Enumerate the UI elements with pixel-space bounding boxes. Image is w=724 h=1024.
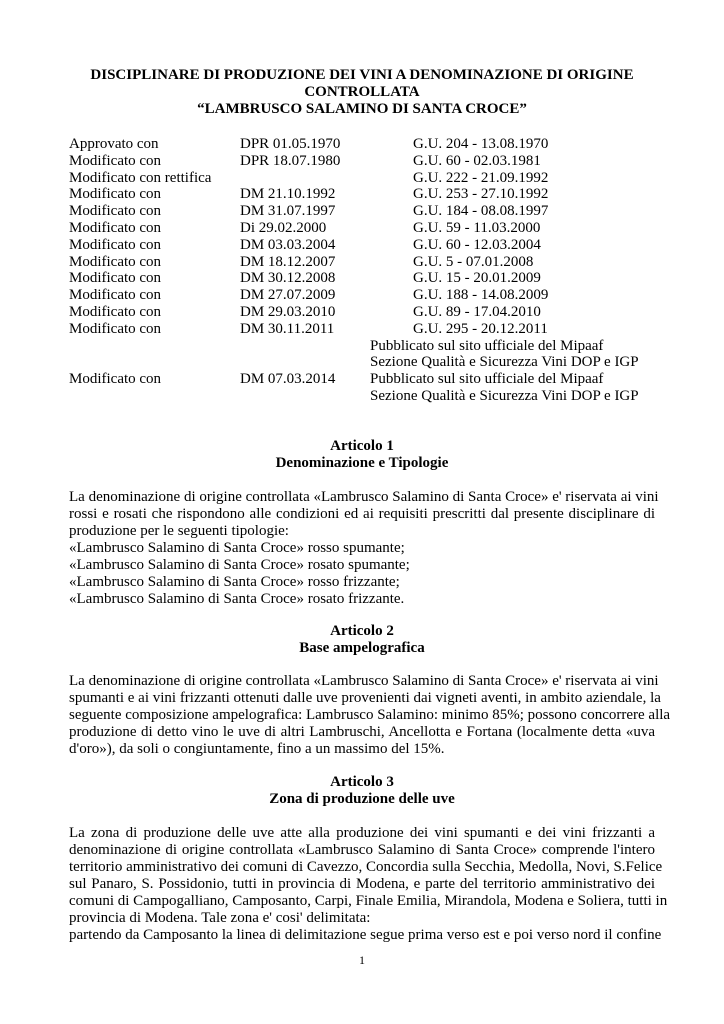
approval-row — [69, 153, 669, 170]
paragraph-line: denominazione di origine controllata «Lambrusco Salamino di Santa Croce» comprende l'intero — [69, 842, 655, 858]
article-3-heading — [69, 774, 655, 808]
approval-gazette: G.U. 60 - 12.03.2004 — [413, 236, 541, 253]
paragraph-line: produzione per le seguenti tipologie: — [69, 523, 289, 539]
paragraph-line: La denominazione di origine controllata «Lambrusco Salamino di Santa Croce» e' riservata ai vini — [69, 489, 659, 505]
approval-gazette: G.U. 184 - 08.08.1997 — [413, 203, 549, 220]
approval-decree: DM 29.03.2010 — [240, 303, 336, 320]
approval-decree: Di 29.02.2000 — [240, 219, 327, 236]
approval-gazette: G.U. 60 - 02.03.1981 — [413, 152, 541, 169]
article-2-body — [69, 673, 671, 758]
approval-row — [69, 304, 669, 321]
approval-action: Modificato con — [69, 236, 162, 253]
approval-gazette: G.U. 5 - 07.01.2008 — [413, 253, 534, 270]
approval-action: Modificato con — [69, 287, 162, 304]
approval-gazette: G.U. 89 - 17.04.2010 — [413, 303, 541, 320]
approval-decree: DPR 18.07.1980 — [240, 152, 341, 169]
approval-decree: DM 30.11.2011 — [240, 320, 335, 337]
approval-gazette: G.U. 15 - 20.01.2009 — [413, 270, 541, 287]
approval-row — [69, 186, 669, 203]
article-3-title: Zona di produzione delle uve — [269, 791, 455, 807]
publication-note — [69, 338, 669, 355]
approval-row — [69, 203, 669, 220]
approval-row — [69, 371, 669, 388]
publication-line-2: Sezione Qualità e Sicurezza Vini DOP e IGP — [370, 354, 639, 371]
approval-decree: DM 30.12.2008 — [240, 270, 336, 287]
type-item: «Lambrusco Salamino di Santa Croce» rosato frizzante. — [69, 591, 405, 607]
approval-decree: DM 27.07.2009 — [240, 287, 336, 304]
article-2-number: Articolo 2 — [330, 623, 394, 639]
approval-row — [69, 270, 669, 287]
paragraph-line: rossi e rosati che rispondono alle condizioni ed ai requisiti prescritti dal presente disciplinare di — [69, 506, 655, 522]
approval-row — [69, 237, 669, 254]
publication-note — [69, 354, 669, 371]
approval-gazette: G.U. 253 - 27.10.1992 — [413, 186, 549, 203]
paragraph-line: sul Panaro, S. Possidonio, tutti in provincia di Modena, e parte del territorio amministrativo dei — [69, 876, 655, 892]
approval-row — [69, 254, 669, 271]
article-1-heading — [69, 438, 655, 472]
paragraph-line: d'oro»), da soli o congiuntamente, fino a un massimo del 15%. — [69, 741, 445, 757]
article-2-title: Base ampelografica — [299, 640, 425, 656]
type-item: «Lambrusco Salamino di Santa Croce» rosato spumante; — [69, 557, 410, 573]
approval-decree: DM 18.12.2007 — [240, 253, 336, 270]
approval-action: Modificato con — [69, 270, 162, 287]
paragraph-line: La zona di produzione delle uve atte alla produzione dei vini spumanti e dei vini frizzanti a — [69, 825, 655, 841]
approval-gazette: G.U. 188 - 14.08.2009 — [413, 287, 549, 304]
approval-row — [69, 220, 669, 237]
approval-row — [69, 136, 669, 153]
publication-note — [69, 388, 669, 405]
approval-decree: DM 31.07.1997 — [240, 203, 336, 220]
approval-action: Modificato con — [69, 152, 162, 169]
publication-line-1: Pubblicato sul sito ufficiale del Mipaaf — [370, 337, 604, 354]
paragraph-line: territorio amministrativo dei comuni di Cavezzo, Concordia sulla Secchia, Medolla, Novi, S.Felice — [69, 859, 663, 875]
approval-action: Modificato con — [69, 320, 162, 337]
approval-row — [69, 321, 669, 338]
approval-action: Modificato con — [69, 253, 162, 270]
paragraph-line: partendo da Camposanto la linea di delimitazione segue prima verso est e poi verso nord il confine — [69, 927, 662, 943]
approval-decree: DM 21.10.1992 — [240, 186, 336, 203]
title-line-2: CONTROLLATA — [304, 84, 420, 100]
approval-gazette: G.U. 204 - 13.08.1970 — [413, 136, 549, 152]
type-item: «Lambrusco Salamino di Santa Croce» rosso frizzante; — [69, 574, 400, 590]
approval-action: Modificato con rettifica — [69, 169, 212, 186]
approval-history — [69, 136, 669, 405]
approval-action: Modificato con — [69, 371, 162, 388]
page-number: 1 — [359, 953, 365, 967]
paragraph-line: seguente composizione ampelografica: Lambrusco Salamino: minimo 85%; possono concorrere alla — [69, 707, 671, 723]
title-line-1: DISCIPLINARE DI PRODUZIONE DEI VINI A DENOMINAZIONE DI ORIGINE — [90, 67, 634, 83]
article-3-number: Articolo 3 — [330, 774, 394, 790]
approval-decree: DM 07.03.2014 — [240, 371, 336, 388]
paragraph-line: provincia di Modena. Tale zona e' cosi' delimitata: — [69, 910, 371, 926]
article-3-body — [69, 825, 668, 944]
approval-decree: DM 03.03.2004 — [240, 236, 336, 253]
approval-gazette: G.U. 59 - 11.03.2000 — [413, 219, 541, 236]
approval-action: Approvato con — [69, 136, 159, 152]
approval-row — [69, 170, 669, 187]
approval-row — [69, 287, 669, 304]
publication-line-2: Sezione Qualità e Sicurezza Vini DOP e IGP — [370, 387, 639, 404]
document-title — [69, 67, 655, 118]
approval-action: Modificato con — [69, 303, 162, 320]
approval-gazette: G.U. 222 - 21.09.1992 — [413, 169, 549, 186]
article-2-heading — [69, 623, 655, 657]
paragraph-line: spumanti e ai vini frizzanti ottenuti dalle uve provenienti dai vigneti aventi, in ambito aziendale, la — [69, 690, 661, 706]
approval-action: Modificato con — [69, 203, 162, 220]
publication-line-1: Pubblicato sul sito ufficiale del Mipaaf — [370, 371, 604, 388]
approval-action: Modificato con — [69, 186, 162, 203]
article-1-number: Articolo 1 — [330, 438, 394, 454]
title-line-3: “LAMBRUSCO SALAMINO DI SANTA CROCE” — [197, 101, 527, 117]
paragraph-line: La denominazione di origine controllata «Lambrusco Salamino di Santa Croce» e' riservata ai vini — [69, 673, 659, 689]
approval-gazette: G.U. 295 - 20.12.2011 — [413, 320, 548, 337]
paragraph-line: produzione di detto vino le uve di altri Lambruschi, Ancellotta e Fortana (localmente detta «uva — [69, 724, 655, 740]
article-1-title: Denominazione e Tipologie — [275, 455, 449, 471]
type-item: «Lambrusco Salamino di Santa Croce» rosso spumante; — [69, 540, 405, 556]
paragraph-line: comuni di Campogalliano, Camposanto, Carpi, Finale Emilia, Mirandola, Modena e Soliera, tutti in — [69, 893, 668, 909]
approval-action: Modificato con — [69, 219, 162, 236]
approval-decree: DPR 01.05.1970 — [240, 136, 341, 152]
article-1-body — [69, 489, 659, 608]
